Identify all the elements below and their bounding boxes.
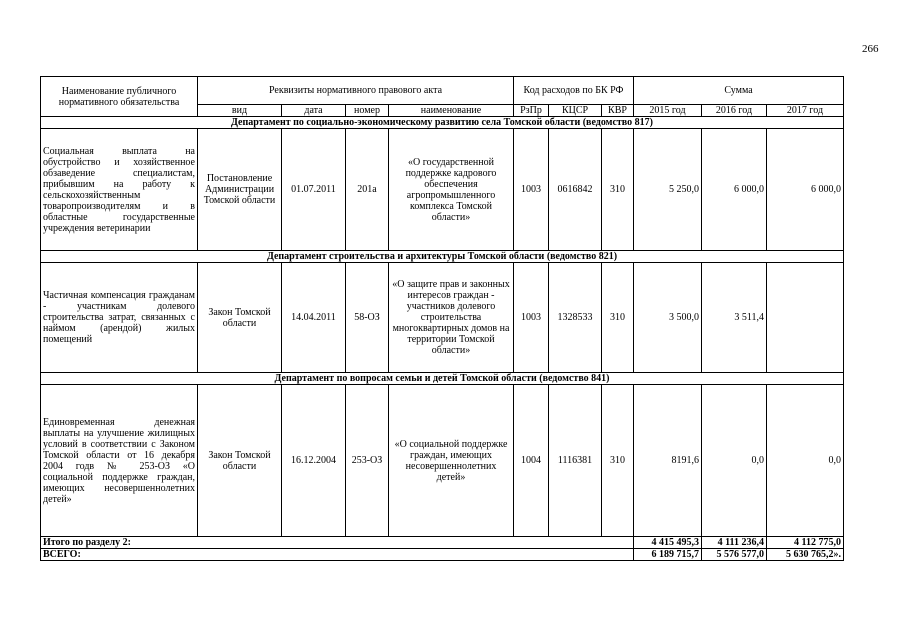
code-kvr: 310 bbox=[602, 129, 634, 251]
department-row bbox=[41, 117, 844, 129]
code-rzpr: 1003 bbox=[514, 263, 549, 373]
header-number: номер bbox=[346, 105, 389, 117]
act-number: 58-ОЗ bbox=[346, 263, 389, 373]
act-date: 16.12.2004 bbox=[282, 385, 346, 537]
header-row-1 bbox=[41, 77, 844, 105]
code-kvr: 310 bbox=[602, 263, 634, 373]
grand-total-2016: 5 576 577,0 bbox=[702, 549, 767, 561]
act-type: Закон Томской области bbox=[198, 385, 282, 537]
table-row bbox=[41, 385, 844, 537]
act-title: «О защите прав и законных интересов граждан - участников долевого строительства многоквартирных домов на территории Томской области» bbox=[389, 263, 514, 373]
sum-2015: 8191,6 bbox=[634, 385, 702, 537]
header-act: Реквизиты нормативного правового акта bbox=[198, 77, 514, 105]
header-date: дата bbox=[282, 105, 346, 117]
budget-table bbox=[40, 76, 844, 561]
obligation-name: Социальная выплата на обустройство и хозяйственное обзаведение специалистам, прибывшим на работу к сельскохозяйственным товаропроизводителям и в областные государственные учреждения ветеринарии bbox=[41, 129, 198, 251]
act-number: 201а bbox=[346, 129, 389, 251]
department-title: Департамент по вопросам семьи и детей Томской области (ведомство 841) bbox=[41, 373, 844, 385]
act-date: 14.04.2011 bbox=[282, 263, 346, 373]
sum-2017 bbox=[767, 263, 844, 373]
act-title: «О социальной поддержке граждан, имеющих несовершеннолетних детей» bbox=[389, 385, 514, 537]
total-2016: 4 111 236,4 bbox=[702, 537, 767, 549]
total-2017: 4 112 775,0 bbox=[767, 537, 844, 549]
grand-total-2017: 5 630 765,2». bbox=[767, 549, 844, 561]
sum-2016: 3 511,4 bbox=[702, 263, 767, 373]
code-kcsr: 1116381 bbox=[549, 385, 602, 537]
header-2015: 2015 год bbox=[634, 105, 702, 117]
header-kcsr: КЦСР bbox=[549, 105, 602, 117]
code-rzpr: 1004 bbox=[514, 385, 549, 537]
grand-total-row bbox=[41, 549, 844, 561]
header-title: наименование bbox=[389, 105, 514, 117]
act-type: Постановление Администрации Томской области bbox=[198, 129, 282, 251]
act-type: Закон Томской области bbox=[198, 263, 282, 373]
department-row bbox=[41, 373, 844, 385]
obligation-name: Единовременная денежная выплаты на улучшение жилищных условий в соответствии с Законом Томской области от 16 декабря 2004 годв № 253-ОЗ «О социальной поддержке граждан, имеющих несовершеннолетних детей» bbox=[41, 385, 198, 537]
header-kvr: КВР bbox=[602, 105, 634, 117]
act-date: 01.07.2011 bbox=[282, 129, 346, 251]
sum-2017: 0,0 bbox=[767, 385, 844, 537]
header-rzpr: РзПр bbox=[514, 105, 549, 117]
sum-2016: 6 000,0 bbox=[702, 129, 767, 251]
sum-2016: 0,0 bbox=[702, 385, 767, 537]
header-name: Наименование публичного нормативного обязательства bbox=[41, 77, 198, 117]
sum-2015: 5 250,0 bbox=[634, 129, 702, 251]
grand-total-2015: 6 189 715,7 bbox=[634, 549, 702, 561]
code-rzpr: 1003 bbox=[514, 129, 549, 251]
header-code: Код расходов по БК РФ bbox=[514, 77, 634, 105]
obligation-name: Частичная компенсация гражданам - участникам долевого строительства затрат, связанных с наймом (арендой) жилых помещений bbox=[41, 263, 198, 373]
table-row bbox=[41, 129, 844, 251]
total-row bbox=[41, 537, 844, 549]
header-2016: 2016 год bbox=[702, 105, 767, 117]
header-2017: 2017 год bbox=[767, 105, 844, 117]
department-title: Департамент строительства и архитектуры Томской области (ведомство 821) bbox=[41, 251, 844, 263]
code-kcsr: 0616842 bbox=[549, 129, 602, 251]
header-type: вид bbox=[198, 105, 282, 117]
department-row bbox=[41, 251, 844, 263]
act-number: 253-ОЗ bbox=[346, 385, 389, 537]
sum-2017: 6 000,0 bbox=[767, 129, 844, 251]
grand-total-label: ВСЕГО: bbox=[41, 549, 634, 561]
total-2015: 4 415 495,3 bbox=[634, 537, 702, 549]
header-sum: Сумма bbox=[634, 77, 844, 105]
act-title: «О государственной поддержке кадрового обеспечения агропромышленного комплекса Томской области» bbox=[389, 129, 514, 251]
department-title: Департамент по социально-экономическому развитию села Томской области (ведомство 817) bbox=[41, 117, 844, 129]
code-kvr: 310 bbox=[602, 385, 634, 537]
sum-2015: 3 500,0 bbox=[634, 263, 702, 373]
total-label: Итого по разделу 2: bbox=[41, 537, 634, 549]
code-kcsr: 1328533 bbox=[549, 263, 602, 373]
table-row bbox=[41, 263, 844, 373]
page-number: 266 bbox=[862, 43, 879, 55]
